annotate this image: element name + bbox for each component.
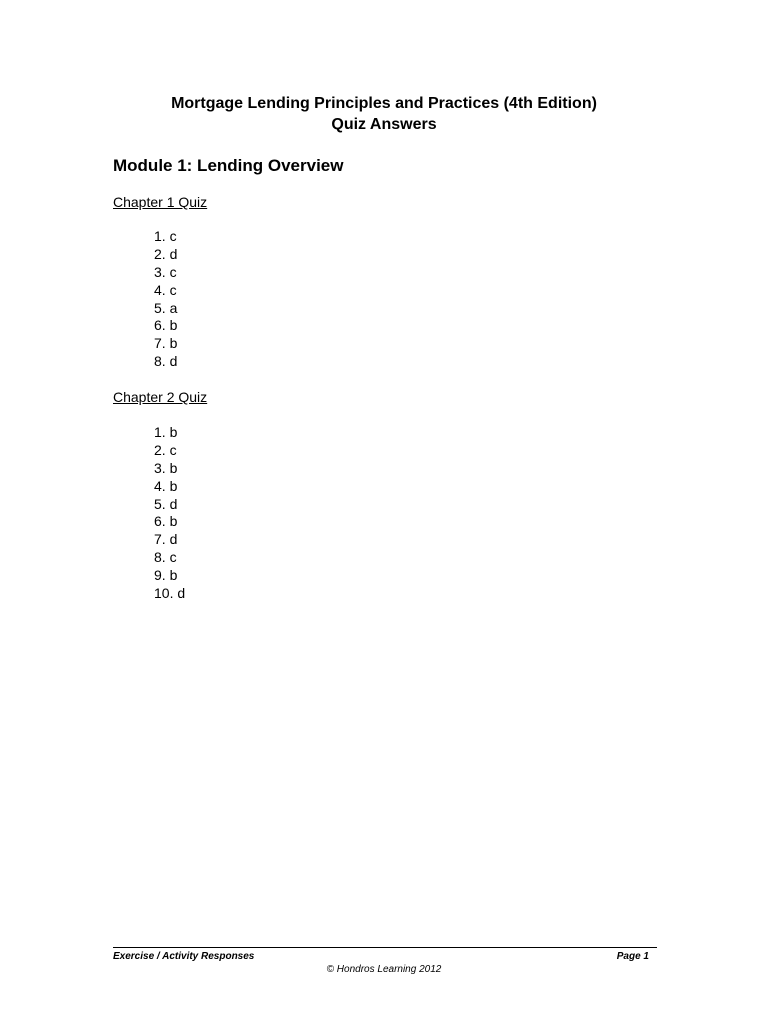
- answer-item: 5. d: [154, 495, 178, 512]
- answer-item: 8. c: [154, 549, 177, 566]
- answer-item: 10. d: [154, 585, 186, 602]
- footer-divider: [113, 947, 657, 948]
- answer-item: 6. b: [154, 513, 178, 530]
- document-title: [0, 93, 768, 135]
- answer-item: 7. d: [154, 531, 178, 548]
- answer-item: 7. b: [154, 335, 178, 352]
- chapter-2-answer-list: [154, 424, 185, 603]
- answer-item: 1. c: [154, 228, 177, 244]
- answer-item: 4. b: [154, 477, 178, 494]
- chapter-2-heading: Chapter 2 Quiz: [113, 389, 208, 405]
- answer-item: 6. b: [154, 317, 178, 334]
- answer-item: 9. b: [154, 567, 178, 584]
- answer-item: 3. c: [154, 263, 177, 280]
- answer-item: 2. c: [154, 441, 177, 458]
- document-title-line-1: Mortgage Lending Principles and Practices (4th Edition): [171, 95, 597, 112]
- footer-section-label: Exercise / Activity Responses: [113, 951, 255, 962]
- footer-page-number: Page 1: [616, 951, 649, 962]
- chapter-1-answer-list: [154, 228, 177, 371]
- document-title-line-2: Quiz Answers: [331, 116, 437, 133]
- module-heading: Module 1: Lending Overview: [113, 156, 344, 175]
- answer-item: 5. a: [154, 299, 178, 316]
- answer-item: 8. d: [154, 353, 178, 370]
- answer-item: 1. b: [154, 424, 178, 440]
- answer-item: 3. b: [154, 459, 178, 476]
- answer-item: 2. d: [154, 245, 178, 262]
- answer-item: 4. c: [154, 281, 177, 298]
- chapter-1-heading: Chapter 1 Quiz: [113, 194, 208, 210]
- footer-copyright: © Hondros Learning 2012: [326, 964, 442, 975]
